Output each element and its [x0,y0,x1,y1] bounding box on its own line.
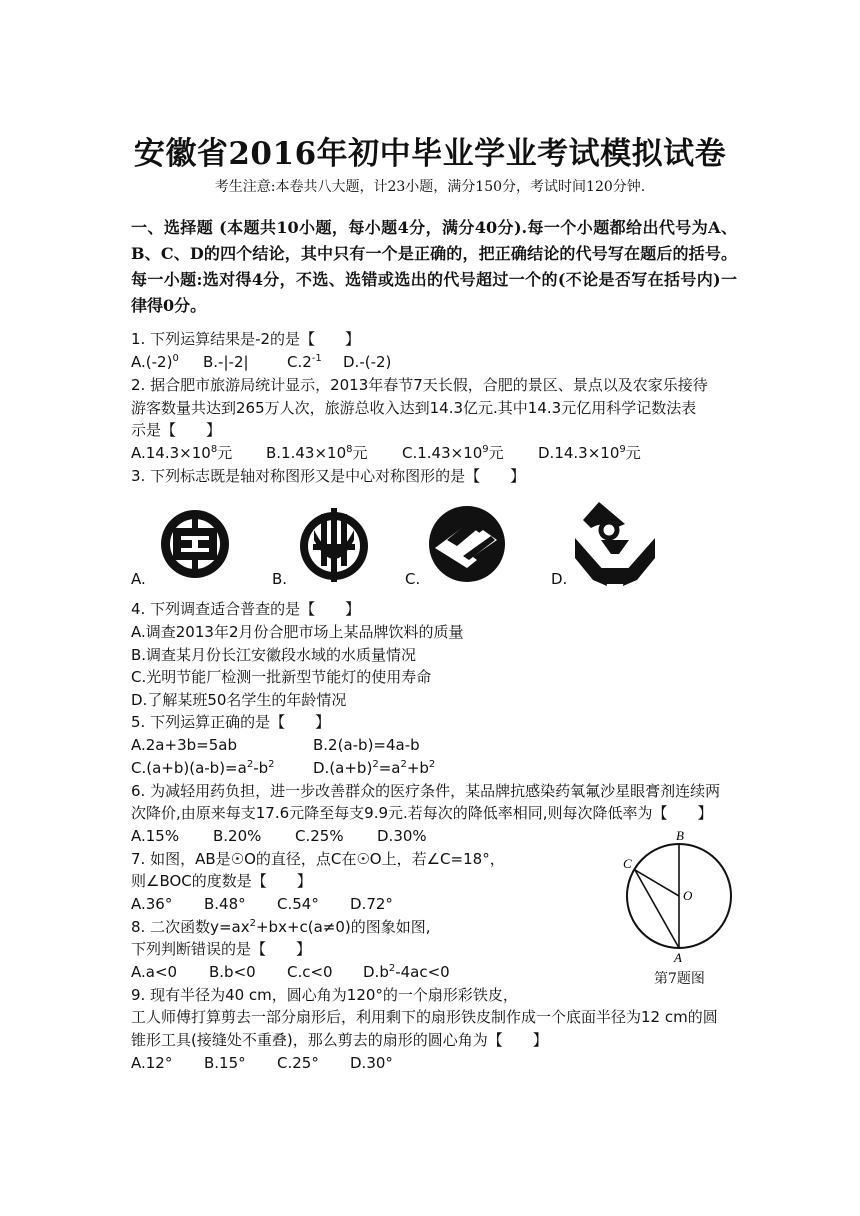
q1-option-b: B.-|-2| [203,353,249,371]
q2-line3: 示是【 】 [131,421,222,439]
q1-stem: 1. 下列运算结果是-2的是【 】 [131,330,361,348]
q2-option-c: $C.1.43\times 10^9$元 [402,444,504,462]
q9-option-a: A.12° [131,1054,173,1072]
exam-title: 安徽省2016年初中毕业学业考试模拟试卷 [133,136,727,172]
q7-label-c: C [623,856,632,871]
bank-logo-icon [575,502,655,586]
q7-figure-caption: 第7题图 [654,971,705,987]
q8-option-d: $D.b^2-4ac<0$ [363,963,450,981]
q5-options-row2 [131,757,435,779]
q2-line1: 2. 据合肥市旅游局统计显示，2013年春节7天长假，合肥的景区、景点以及农家乐接待 [131,376,708,394]
q8-line2: 下列判断错误的是【 】 [131,940,312,958]
q6-option-d: D.30% [377,827,427,845]
q2-line2: 游客数量共达到265万人次，旅游总收入达到14.3亿元.其中14.3元亿用科学记数法表 [131,399,697,417]
q7-line2: 则∠BOC的度数是【 】 [131,872,312,890]
q5-options-row1 [131,734,420,756]
q9-option-d: D.30° [350,1054,393,1072]
q6-line1: 6. 为减轻用药负担，进一步改善群众的医疗条件，某品牌抗感染药氧氟沙星眼膏剂连续两 [131,782,721,800]
q3-option-b: B. [272,570,288,588]
q1-option-c: $C.2^{-1}$ [287,353,322,371]
exam-notice: 考生注意:本卷共八大题，计23小题，满分150分，考试时间120分钟. [214,179,646,195]
q4-option-c: C.光明节能厂检测一批新型节能灯的使用寿命 [131,668,432,686]
q7-option-a: A.36° [131,895,173,913]
q8-option-b: B.b<0 [209,963,256,981]
q7-options [131,893,393,915]
q9-options [131,1052,393,1074]
q8-line1: 8. 二次函数$y=ax^2+bx+c(a\ne 0)$的图象如图, [131,918,431,936]
q7-label-b: B [676,828,684,843]
q6-line2: 次降价,由原来每支17.6元降至每支9.9元.若每次的降低率相同,则每次降低率为【 】 [131,804,713,822]
q7-line1: 7. 如图，AB是☉O的直径，点C在☉O上，若∠C=18°， [131,850,505,868]
q2-option-b: $B.1.43\times 10^8$元 [266,444,368,462]
q4-option-a: A.调查2013年2月份合肥市场上某品牌饮料的质量 [131,623,464,641]
q4-option-b: B.调查某月份长江安徽段水域的水质量情况 [131,646,417,664]
q5-option-a: A.2a+3b=5ab [131,736,237,754]
q4-stem: 4. 下列调查适合普查的是【 】 [131,600,361,618]
q1-options [131,351,391,373]
q8-option-a: A.a<0 [131,963,178,981]
q2-option-d: $D.14.3\times 10^9$元 [538,444,641,462]
q9-option-c: C.25° [277,1054,319,1072]
q4-option-d: D.了解某班50名学生的年龄情况 [131,691,347,709]
q3-options [131,568,567,590]
q9-option-b: B.15° [204,1054,246,1072]
q8-option-c: C.c<0 [287,963,333,981]
q5-stem: 5. 下列运算正确的是【 】 [131,713,331,731]
q7-label-a: A [674,950,682,965]
q9-line1: 9. 现有半径为40 cm，圆心角为120°的一个扇形彩铁皮， [131,986,518,1004]
q5-option-b: B.2(a-b)=4a-b [313,736,420,754]
q3-option-c: C. [405,570,421,588]
q1-option-a: $A.(-2)^0$ [131,353,179,371]
q7-option-b: B.48° [204,895,246,913]
q3-option-a: A. [131,570,146,588]
q2-option-a: $A.14.3\times 10^8$元 [131,444,233,462]
q7-option-c: C.54° [277,895,319,913]
q7-label-o: O [683,888,693,903]
q6-option-a: A.15% [131,827,180,845]
section-heading: 一、选择题 (本题共10小题，每小题4分，满分40分).每一个小题都给出代号为A、B、C、D的四个结论，其中只有一个是正确的，把正确结论的代号写在题后的括号。每一小题:选对得4分，不选、选错或选出的代号超过一个的(不论是否写在括号内)一律得0分。 [131,218,737,315]
q6-option-b: B.20% [213,827,262,845]
q2-options [131,442,641,464]
q5-option-d: $D.(a+b)^2=a^2+b^2$ [313,759,436,777]
q3-option-d: D. [551,570,568,588]
q3-stem: 3. 下列标志既是轴对称图形又是中心对称图形的是【 】 [131,467,526,485]
q6-options [131,825,427,847]
q5-option-c: $C.(a+b)(a-b)=a^2-b^2$ [131,759,275,777]
q8-options [131,961,450,983]
q9-line3: 锥形工具(接缝处不重叠)，那么剪去的扇形的圆心角为【 】 [131,1031,548,1049]
q7-option-d: D.72° [350,895,393,913]
q9-line2: 工人师傅打算剪去一部分扇形后，利用剩下的扇形铁皮制作成一个底面半径为12 cm的圆 [131,1008,718,1026]
q6-option-c: C.25% [295,827,344,845]
q1-option-d: D.-(-2) [343,353,392,371]
